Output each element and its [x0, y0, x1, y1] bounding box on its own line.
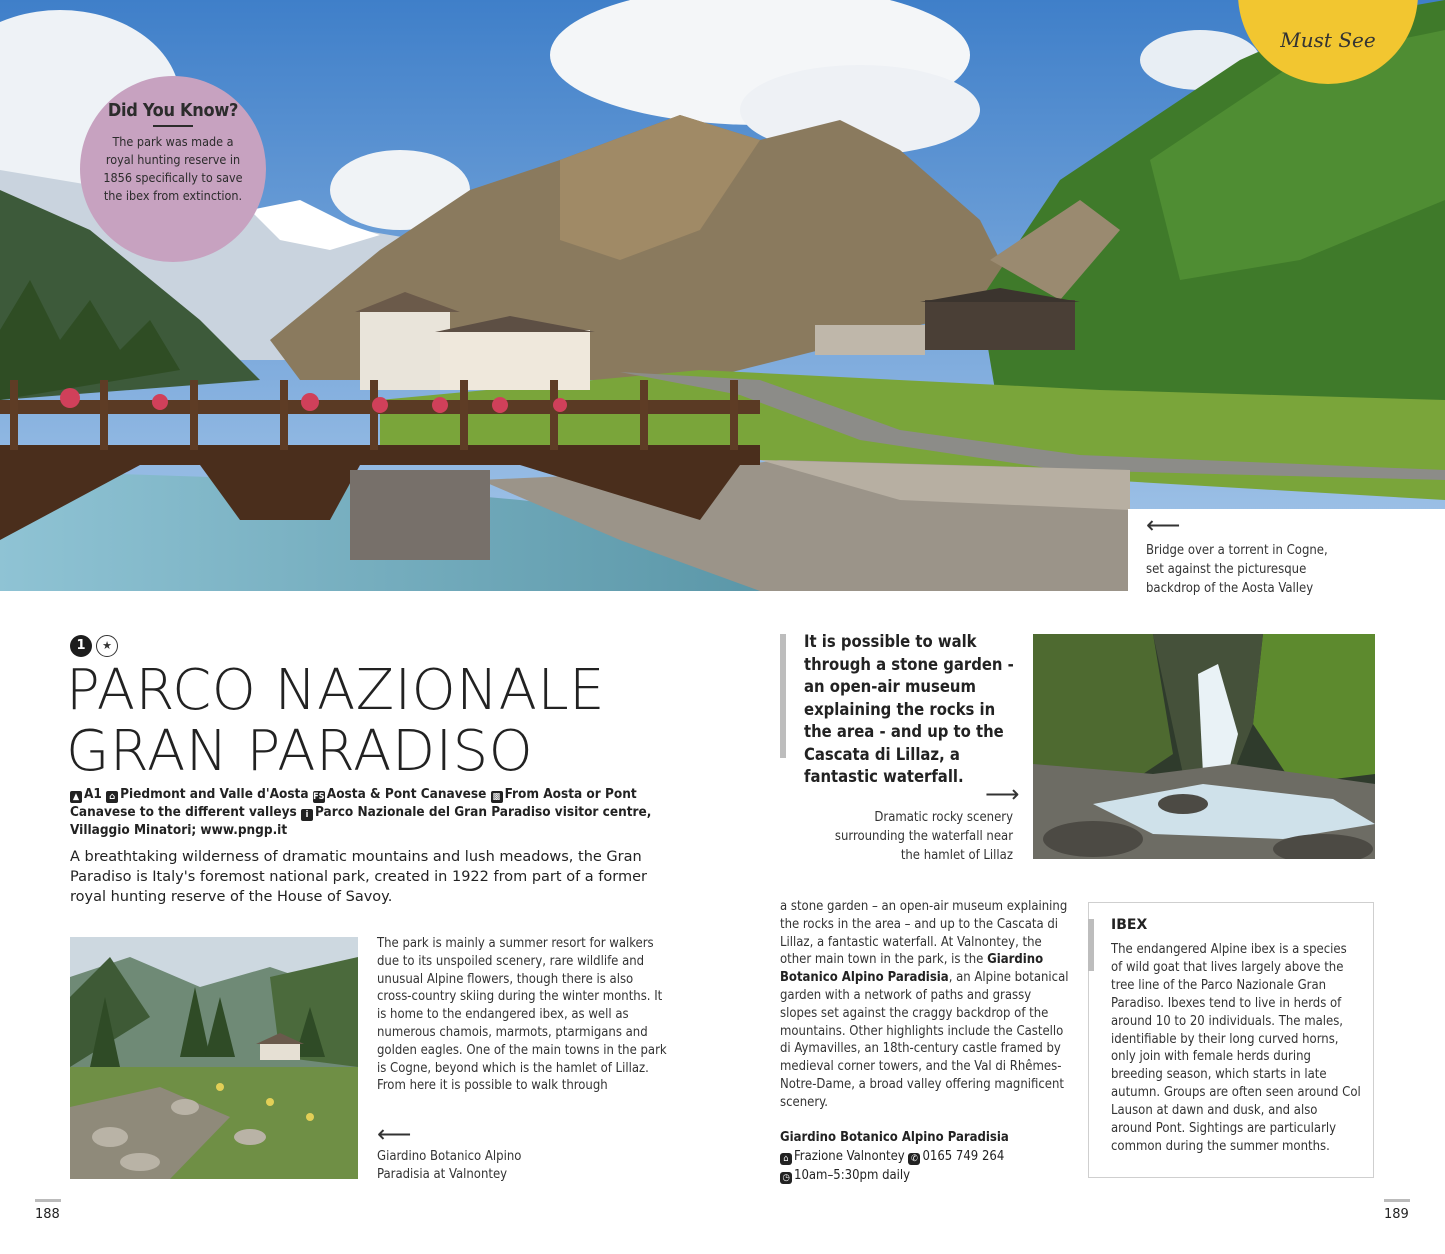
- right-body-part-2: , an Alpine botanical garden with a network of paths and grassy slopes set against the craggy backdrop of the mountains. Other highlights include the Castello di Aymavilles, an 18th-century castle framed by medieval corner towers, and the Val di Rhêmes-Notre-Dame, a broad valley offering magnificent scenery.: [780, 970, 1069, 1110]
- page-number-left: 188: [35, 1207, 60, 1222]
- folio-rule-left: [35, 1199, 61, 1202]
- did-you-know-badge: [80, 76, 266, 262]
- ibex-sidebar: [1088, 902, 1374, 1178]
- train-icon: FS: [313, 792, 325, 802]
- garden-address-row: [780, 1147, 1080, 1166]
- arrow-left-icon: ⟵: [1146, 511, 1181, 539]
- page-title: [66, 660, 666, 782]
- star-rating-icon: ★: [96, 635, 118, 657]
- garden-hours: 10am–5:30pm daily: [794, 1168, 911, 1183]
- visitor-info: Parco Nazionale del Gran Paradiso visitor centre, Villaggio Minatori; www.pngp.it: [70, 804, 652, 838]
- ibex-bar: [1088, 919, 1094, 971]
- garden-info-title: Giardino Botanico Alpino Paradisia: [780, 1130, 1009, 1145]
- phone-icon: ✆: [908, 1153, 920, 1165]
- map-ref: A1: [84, 786, 102, 802]
- waterfall-caption: Dramatic rocky scenery surrounding the waterfall near the hamlet of Lillaz: [834, 810, 1013, 863]
- hero-caption-box: [1128, 509, 1445, 609]
- did-you-know-text: The park was made a royal hunting reserve in 1856 specifically to save the ibex from extinction.: [103, 134, 243, 203]
- right-body-text: [780, 898, 1072, 1112]
- bus-info: From Aosta or Pont Canavese to the different valleys: [70, 786, 637, 820]
- station: Aosta & Pont Canavese: [326, 786, 487, 802]
- garden-name-inline: Giardino Botanico Alpino Paradisia: [780, 952, 1044, 986]
- garden-hours-row: [780, 1166, 1080, 1185]
- ibex-text: The endangered Alpine ibex is a species of wild goat that lives largely above the tree line of the Parco Nazionale Gran Paradiso. Ibexes tend to live in herds of around 10 to 20 individuals. The males, identifiable by their long curved horns, only join with female herds during breeding season, which starts in late autumn. Groups are often seen around Col Lauson at dawn and dusk, and also around Pont. Sightings are particularly common during the summer months.: [1111, 942, 1361, 1154]
- left-body-text: The park is mainly a summer resort for walkers due to its unspoiled scenery, rare wildlife and unusual Alpine flowers, though there is also cross-country skiing during the winter months. It is home to the endangered ibex, as well as numerous chamois, marmots, ptarmigans and golden eagles. One of the main towns in the park is Cogne, beyond which is the hamlet of Lillaz. From here it is possible to walk through: [377, 936, 667, 1094]
- clock-icon: ◷: [780, 1172, 792, 1184]
- region: Piedmont and Valle d'Aosta: [120, 786, 309, 802]
- bus-icon: ▩: [491, 791, 503, 803]
- pull-quote-bar: [780, 634, 786, 758]
- must-see-label: Must See: [1280, 28, 1376, 52]
- page-number-right: 189: [1384, 1207, 1409, 1222]
- did-you-know-title: Did You Know?: [107, 100, 239, 121]
- waterfall-photo: [1033, 634, 1375, 859]
- did-you-know-rule: [153, 125, 193, 127]
- garden-photo-caption: Giardino Botanico Alpino Paradisia at Valnontey: [377, 1149, 522, 1182]
- page-title-line-2: GRAN PARADISO: [66, 719, 534, 784]
- hero-caption: Bridge over a torrent in Cogne, set against the picturesque backdrop of the Aosta Valley: [1146, 543, 1328, 596]
- garden-photo: [70, 937, 358, 1179]
- arrow-left-icon: ⟵: [377, 1120, 412, 1148]
- right-body-part-1: a stone garden – an open-air museum explaining the rocks in the area – and up to the Cascata di Lillaz, a fantastic waterfall. At Valnontey, the other main town in the park, is the: [780, 899, 1068, 968]
- garden-phone: 0165 749 264: [922, 1149, 1005, 1164]
- pull-quote: It is possible to walk through a stone garden - an open-air museum explaining the rocks in the area - and up to the Cascata di Lillaz, a fantastic waterfall.: [804, 632, 1014, 786]
- garden-practical-info: [780, 1128, 1080, 1185]
- page-title-line-1: PARCO NAZIONALE: [66, 658, 606, 723]
- ibex-title: IBEX: [1111, 917, 1148, 933]
- info-icon: i: [301, 809, 313, 821]
- entry-number-badge: 1: [70, 635, 92, 657]
- map-icon: ▲: [70, 791, 82, 803]
- garden-address: Frazione Valnontey: [794, 1149, 905, 1164]
- arrow-right-icon: ⟶: [985, 780, 1020, 808]
- practical-info: [70, 785, 660, 839]
- home-icon: ⌂: [780, 1153, 792, 1165]
- folio-rule-right: [1384, 1199, 1410, 1202]
- home-icon: ⌂: [106, 791, 118, 803]
- intro-paragraph: A breathtaking wilderness of dramatic mountains and lush meadows, the Gran Paradiso is Italy's foremost national park, created in 1922 from part of a former royal hunting reserve of the House of Savoy.: [70, 849, 647, 905]
